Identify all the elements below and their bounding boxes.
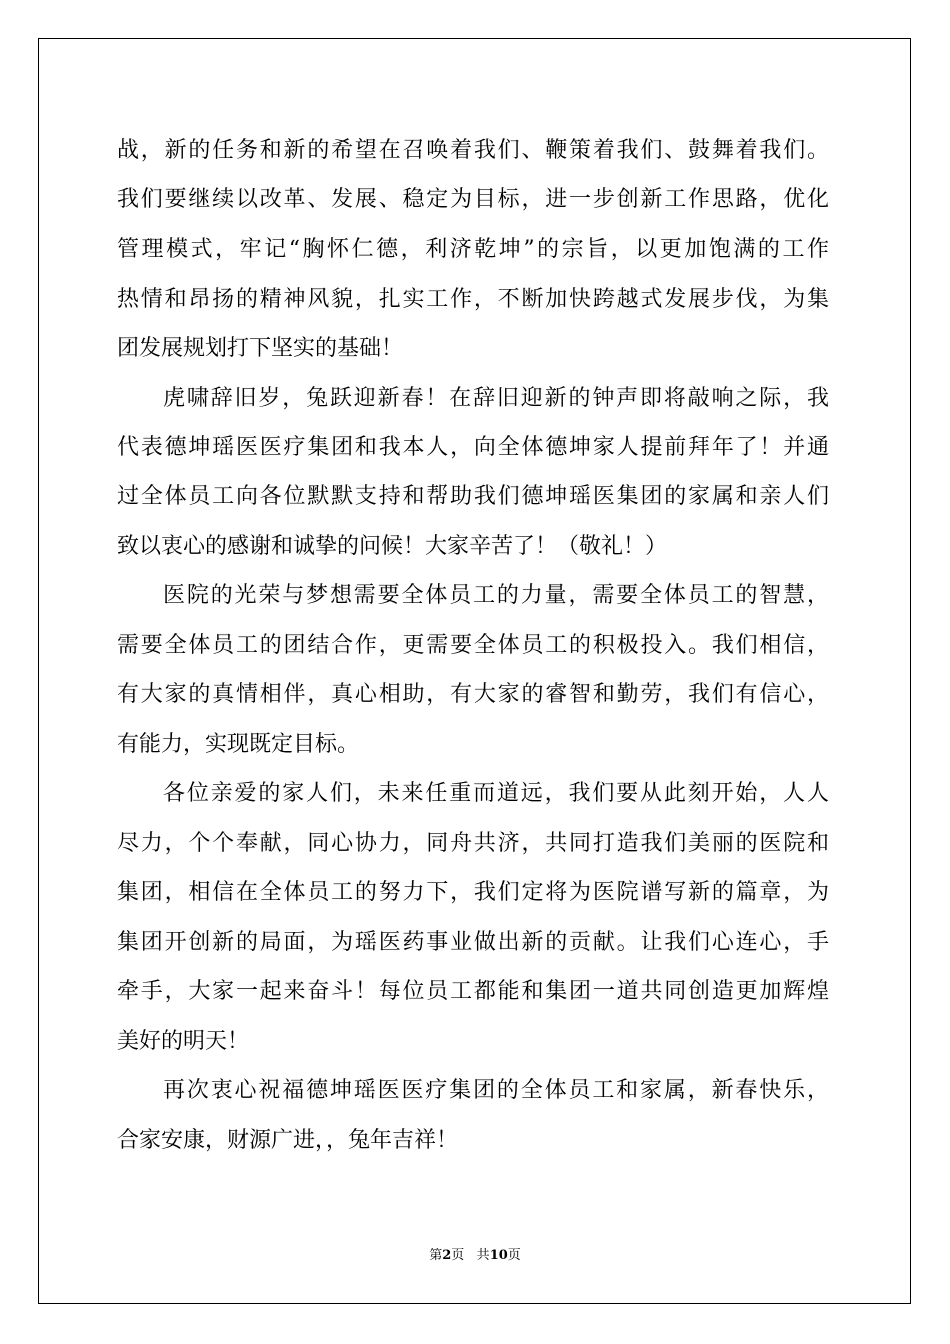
total-pages: 10 <box>489 1248 508 1263</box>
page-border <box>38 38 911 1304</box>
text-line: 过全体员工向各位默默支持和帮助我们德坤瑶医集团的家属和亲人们 <box>117 484 829 509</box>
text-line: 有大家的真情相伴，真心相助，有大家的睿智和勤劳，我们有信心， <box>117 682 829 707</box>
text-line: 有能力，实现既定目标。 <box>117 732 360 757</box>
text-line: 代表德坤瑶医医疗集团和我本人，向全体德坤家人提前拜年了！并通 <box>117 435 829 460</box>
text-line: 集团，相信在全体员工的努力下，我们定将为医院谱写新的篇章，为 <box>117 880 829 905</box>
text-line: 团发展规划打下坚实的基础！ <box>117 336 404 361</box>
total-suffix: 页 <box>507 1248 521 1263</box>
text-line: 尽力，个个奉献，同心协力，同舟共济，共同打造我们美丽的医院和 <box>117 831 829 856</box>
text-line: 合家安康，财源广进，，兔年吉祥！ <box>117 1128 459 1153</box>
page-prefix: 第 <box>429 1248 443 1263</box>
total-prefix: 共 <box>476 1248 490 1263</box>
text-line: 需要全体员工的团结合作，更需要全体员工的积极投入。我们相信， <box>117 633 829 658</box>
text-line: 集团开创新的局面，为瑶医药事业做出新的贡献。让我们心连心，手 <box>117 930 829 955</box>
page-footer <box>0 1247 950 1265</box>
text-line: 管理模式，牢记“胸怀仁德，利济乾坤”的宗旨，以更加饱满的工作 <box>117 237 829 262</box>
text-line: 各位亲爱的家人们，未来任重而道远，我们要从此刻开始，人人 <box>163 781 829 806</box>
text-line: 再次衷心祝福德坤瑶医医疗集团的全体员工和家属，新春快乐， <box>163 1078 829 1103</box>
text-line: 我们要继续以改革、发展、稳定为目标，进一步创新工作思路，优化 <box>117 187 829 212</box>
text-line: 虎啸辞旧岁，兔跃迎新春！在辞旧迎新的钟声即将敲响之际，我 <box>163 386 829 411</box>
text-line: 医院的光荣与梦想需要全体员工的力量，需要全体员工的智慧， <box>163 583 829 608</box>
text-line: 战，新的任务和新的希望在召唤着我们、鞭策着我们、鼓舞着我们。 <box>117 138 829 163</box>
text-line: 美好的明天！ <box>117 1029 250 1054</box>
page-suffix: 页 <box>451 1248 465 1263</box>
text-line: 致以衷心的感谢和诚挚的问候！大家辛苦了！（敬礼！） <box>117 534 668 559</box>
text-line: 热情和昂扬的精神风貌，扎实工作，不断加快跨越式发展步伐，为集 <box>117 287 829 312</box>
page-number: 2 <box>442 1248 452 1263</box>
text-line: 牵手，大家一起来奋斗！每位员工都能和集团一道共同创造更加辉煌 <box>117 979 829 1004</box>
